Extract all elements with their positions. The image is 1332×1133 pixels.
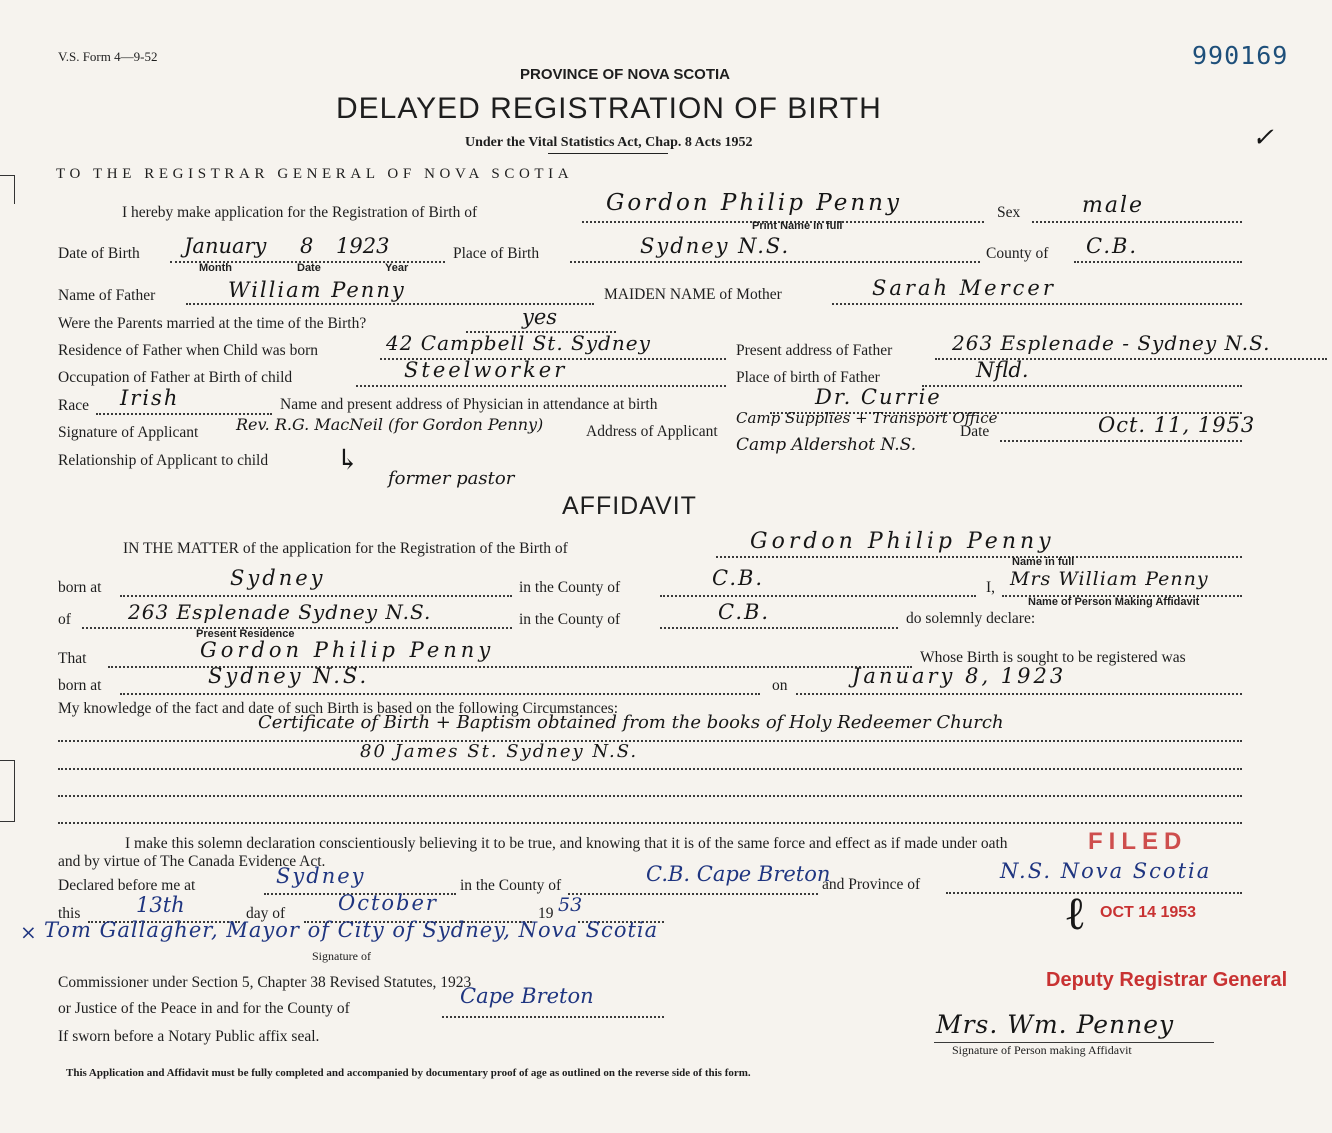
dotted-line: [58, 740, 1242, 742]
dotted-line: [58, 795, 1242, 797]
signature-of-label: Signature of: [312, 949, 371, 963]
intro-label: I hereby make application for the Registration of Birth of: [122, 204, 478, 221]
margin-mark: [0, 175, 15, 204]
affidavit-heading: AFFIDAVIT: [562, 492, 697, 520]
mother-value: Sarah Mercer: [872, 276, 1056, 300]
dotted-line: [58, 768, 1242, 770]
declared-at: Sydney: [276, 864, 366, 888]
dotted-line: [716, 556, 1242, 558]
affiant-residence: 263 Esplenade Sydney N.S.: [128, 600, 432, 624]
dotted-line: [442, 1016, 664, 1018]
day-value: 13th: [136, 893, 185, 917]
county-value: C.B.: [1086, 234, 1139, 258]
date-label: Date: [960, 423, 990, 440]
applicant-signature: Rev. R.G. MacNeil (for Gordon Penny): [236, 415, 544, 434]
born-at-label: born at: [58, 579, 102, 596]
month-label: Month: [199, 262, 232, 274]
married-value: yes: [522, 305, 558, 329]
affiant-name-label: Name of Person Making Affidavit: [1028, 596, 1200, 608]
addressee: TO THE REGISTRAR GENERAL OF NOVA SCOTIA: [56, 166, 574, 182]
justice-county: Cape Breton: [460, 984, 594, 1008]
physician-value: Dr. Currie: [815, 385, 942, 409]
form-title: DELAYED REGISTRATION OF BIRTH: [336, 92, 882, 125]
occupation-label: Occupation of Father at Birth of child: [58, 369, 293, 386]
margin-mark: [0, 760, 15, 822]
dotted-line: [356, 385, 726, 387]
year-value: 53: [558, 894, 583, 916]
affiant-name: Mrs William Penny: [1010, 568, 1209, 590]
print-name-label: Print Name in full: [752, 220, 843, 232]
residence-label: Residence of Father when Child was born: [58, 342, 318, 359]
circumstances-line2: 80 James St. Sydney N.S.: [360, 741, 639, 762]
place-label: Place of Birth: [453, 245, 540, 262]
declared-province: N.S. Nova Scotia: [1000, 859, 1212, 883]
year-prefix: 19: [538, 905, 554, 922]
stamp-date: OCT 14 1953: [1100, 904, 1197, 921]
applicant-address-line1: Camp Supplies + Transport Office: [736, 409, 998, 427]
declared-county: C.B. Cape Breton: [646, 862, 831, 886]
dotted-line: [58, 822, 1242, 824]
present-address-label: Present address of Father: [736, 342, 893, 359]
whose-birth-label: Whose Birth is sought to be registered was: [920, 649, 1186, 666]
father-label: Name of Father: [58, 287, 156, 304]
justice-label: or Justice of the Peace in and for the County of: [58, 1000, 350, 1017]
residence-label: Present Residence: [196, 628, 295, 640]
relationship-value: former pastor: [388, 468, 515, 489]
province-heading: PROVINCE OF NOVA SCOTIA: [520, 66, 731, 83]
footer-note: This Application and Affidavit must be fully completed and accompanied by documentary proof of age as outlined on the reverse side of this form.: [66, 1067, 751, 1079]
physician-label: Name and present address of Physician in attendance at birth: [280, 396, 658, 413]
on-label: on: [772, 677, 788, 694]
year-label: Year: [385, 262, 409, 274]
commissioner-signature: Tom Gallagher, Mayor of City of Sydney, Nova Scotia: [44, 918, 659, 942]
residence-value: 42 Campbell St. Sydney: [386, 331, 651, 355]
declared-label: Declared before me at: [58, 877, 196, 894]
name-in-full-label: Name in full: [1012, 556, 1075, 568]
dotted-line: [82, 627, 512, 629]
race-value: Irish: [120, 386, 180, 410]
serial-number: 990169: [1192, 41, 1289, 70]
father-value: William Penny: [228, 278, 406, 302]
affidavit-county2: C.B.: [718, 600, 771, 624]
dob-month: January: [184, 234, 267, 258]
relationship-bracket: ↳: [336, 443, 360, 476]
form-code: V.S. Form 4—9-52: [58, 49, 158, 64]
province-label: and Province of: [822, 876, 921, 893]
place-value: Sydney N.S.: [640, 234, 791, 258]
child-name: Gordon Philip Penny: [606, 190, 902, 216]
county-label: County of: [986, 245, 1049, 262]
born-on-value: January 8, 1923: [852, 664, 1067, 688]
notary-label: If sworn before a Notary Public affix seal.: [58, 1028, 320, 1045]
applicant-address-label: Address of Applicant: [586, 423, 718, 440]
county-label: in the County of: [460, 877, 562, 894]
born-at-value: Sydney: [230, 566, 326, 590]
registrar-signature-icon: ℓ: [1064, 886, 1087, 940]
application-date: Oct. 11, 1953: [1098, 413, 1256, 437]
check-mark: ✓: [1252, 123, 1274, 153]
born-at-label: born at: [58, 677, 102, 694]
month-value: October: [338, 891, 438, 915]
commissioner-mark: ×: [20, 920, 37, 944]
dotted-line: [120, 693, 760, 695]
filed-stamp: FILED: [1088, 828, 1188, 855]
affidavit-county: C.B.: [712, 566, 765, 590]
commissioner-label: Commissioner under Section 5, Chapter 38 Revised Statutes, 1923: [58, 974, 472, 991]
born-at-value2: Sydney N.S.: [208, 664, 370, 688]
dotted-line: [660, 595, 976, 597]
dotted-line: [120, 595, 512, 597]
date-label: Date: [297, 262, 321, 274]
dotted-line: [570, 261, 980, 263]
dotted-line: [1074, 261, 1242, 263]
circumstances-line1: Certificate of Birth + Baptism obtained from the books of Holy Redeemer Church: [258, 712, 1004, 733]
this-label: this: [58, 905, 81, 922]
father-birthplace-label: Place of birth of Father: [736, 369, 880, 386]
sex-label: Sex: [997, 204, 1021, 221]
dob-label: Date of Birth: [58, 245, 140, 262]
occupation-value: Steelworker: [404, 358, 568, 382]
sex-value: male: [1082, 193, 1145, 218]
deputy-registrar-label: Deputy Registrar General: [1046, 969, 1288, 991]
solemn-declaration: I make this solemn declaration conscientiously believing it to be true, and knowing that it is of the same force and effect as if made under oath: [125, 835, 1008, 852]
declare-label: do solemnly declare:: [906, 610, 1036, 627]
dotted-line: [660, 627, 898, 629]
that-name: Gordon Philip Penny: [200, 638, 495, 662]
dob-day: 8: [300, 234, 314, 258]
affiant-signature: Mrs. Wm. Penney: [936, 1010, 1175, 1039]
dotted-line: [946, 892, 1242, 894]
dotted-line: [1032, 221, 1242, 223]
applicant-address-line2: Camp Aldershot N.S.: [736, 435, 917, 455]
married-label: Were the Parents married at the time of the Birth?: [58, 315, 367, 332]
dotted-line: [568, 893, 818, 895]
county-label: in the County of: [519, 611, 621, 628]
day-of-label: day of: [246, 905, 286, 922]
form-subtitle: Under the Vital Statistics Act, Chap. 8 Acts 1952: [465, 135, 753, 150]
affidavit-child-name: Gordon Philip Penny: [750, 529, 1055, 554]
dotted-line: [1000, 440, 1242, 442]
affiant-signature-label: Signature of Person making Affidavit: [952, 1043, 1132, 1057]
relationship-label: Relationship of Applicant to child: [58, 452, 269, 469]
dob-year: 1923: [336, 234, 390, 258]
of-label: of: [58, 611, 71, 628]
mother-label: MAIDEN NAME of Mother: [604, 286, 782, 303]
dotted-line: [922, 385, 1242, 387]
applicant-signature-label: Signature of Applicant: [58, 424, 199, 441]
race-label: Race: [58, 397, 89, 414]
subtitle-underline: [548, 153, 668, 154]
evidence-act: and by virtue of The Canada Evidence Act.: [58, 853, 326, 870]
dotted-line: [796, 693, 1242, 695]
matter-label: IN THE MATTER of the application for the Registration of the Birth of: [123, 540, 568, 557]
present-address-value: 263 Esplenade - Sydney N.S.: [952, 331, 1271, 355]
i-label: I,: [986, 579, 996, 596]
father-birthplace-value: Nfld.: [976, 358, 1029, 382]
that-label: That: [58, 650, 87, 667]
county-label: in the County of: [519, 579, 621, 596]
knowledge-label: My knowledge of the fact and date of such Birth is based on the following Circumstances:: [58, 700, 619, 717]
dotted-line: [832, 303, 1242, 305]
